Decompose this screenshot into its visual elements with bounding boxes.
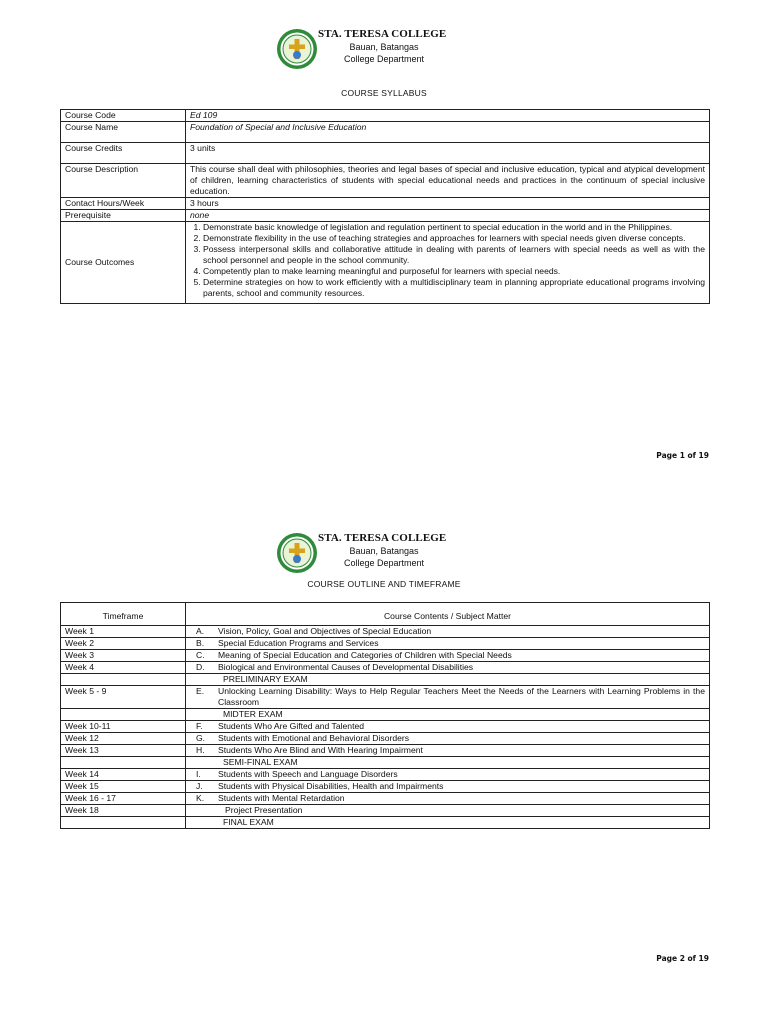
topic-letter: I. bbox=[196, 769, 201, 779]
table-row bbox=[61, 817, 710, 829]
exam-label: FINAL EXAM bbox=[223, 817, 274, 827]
table-row bbox=[61, 198, 710, 210]
topic-text: Students with Emotional and Behavioral Disorders bbox=[218, 733, 410, 743]
timeframe-cell: Week 16 - 17 bbox=[61, 793, 186, 805]
topic-text: Students Who Are Blind and With Hearing Impairment bbox=[218, 745, 423, 755]
contact-hours-value: 3 hours bbox=[186, 198, 710, 210]
contents-cell bbox=[186, 626, 710, 638]
course-name-label: Course Name bbox=[61, 122, 186, 143]
topic-text: Special Education Programs and Services bbox=[218, 638, 379, 648]
college-location: Bauan, Batangas bbox=[349, 546, 419, 556]
topic-letter: D. bbox=[196, 662, 205, 672]
timeframe-cell: Week 2 bbox=[61, 638, 186, 650]
table-row bbox=[61, 686, 710, 709]
timeframe-cell: Week 14 bbox=[61, 769, 186, 781]
table-row bbox=[61, 110, 710, 122]
table-row bbox=[61, 793, 710, 805]
timeframe-cell: Week 18 bbox=[61, 805, 186, 817]
topic-text: Meaning of Special Education and Categories of Children with Special Needs bbox=[218, 650, 512, 660]
table-row bbox=[61, 757, 710, 769]
timeframe-cell: Week 4 bbox=[61, 662, 186, 674]
course-credits-value: 3 units bbox=[186, 143, 710, 164]
course-code-label: Course Code bbox=[61, 110, 186, 122]
page-number: Page 2 of 19 bbox=[656, 954, 709, 963]
timeframe-cell: Week 12 bbox=[61, 733, 186, 745]
list-item: 2. Demonstrate flexibility in the use of teaching strategies and approaches for learners with special needs given diverse concepts. bbox=[203, 233, 705, 244]
course-description-label: Course Description bbox=[61, 164, 186, 198]
course-outcomes-label: Course Outcomes bbox=[61, 222, 186, 304]
college-department: College Department bbox=[343, 54, 425, 64]
college-department: College Department bbox=[343, 558, 425, 568]
course-credits-label: Course Credits bbox=[61, 143, 186, 164]
timeframe-cell bbox=[61, 817, 186, 829]
list-item: 3. Possess interpersonal skills and collaborative attitude in dealing with parents of learners with special needs as well as with the school personnel and people in the school community. bbox=[203, 244, 705, 266]
table-row bbox=[61, 674, 710, 686]
timeframe-cell bbox=[61, 757, 186, 769]
exam-label: SEMI-FINAL EXAM bbox=[223, 757, 298, 767]
table-row bbox=[61, 745, 710, 757]
prerequisite-label: Prerequisite bbox=[61, 210, 186, 222]
table-row bbox=[61, 122, 710, 143]
table-header-row bbox=[61, 603, 710, 626]
contents-cell bbox=[186, 686, 710, 709]
table-row bbox=[61, 222, 710, 304]
timeframe-cell: Week 10-11 bbox=[61, 721, 186, 733]
document-title: COURSE OUTLINE AND TIMEFRAME bbox=[307, 579, 461, 589]
topic-letter: B. bbox=[196, 638, 205, 648]
contents-cell bbox=[186, 757, 710, 769]
topic-letter: G. bbox=[196, 733, 206, 743]
topic-letter: C. bbox=[196, 650, 205, 660]
timeframe-cell: Week 1 bbox=[61, 626, 186, 638]
topic-text: Students Who Are Gifted and Talented bbox=[218, 721, 365, 731]
topic-text: Students with Mental Retardation bbox=[218, 793, 345, 803]
contents-cell bbox=[186, 709, 710, 721]
college-name: STA. TERESA COLLEGE bbox=[318, 532, 447, 544]
course-outcomes-list bbox=[190, 222, 705, 299]
document-title: COURSE SYLLABUS bbox=[341, 88, 427, 98]
table-row bbox=[61, 769, 710, 781]
contact-hours-label: Contact Hours/Week bbox=[61, 198, 186, 210]
contents-cell bbox=[186, 793, 710, 805]
contents-cell bbox=[186, 674, 710, 686]
table-row bbox=[61, 781, 710, 793]
timeframe-cell: Week 3 bbox=[61, 650, 186, 662]
contents-cell bbox=[186, 638, 710, 650]
list-item: 5. Determine strategies on how to work efficiently with a multidisciplinary team in planning appropriate educational programs involving parents, school and community resources. bbox=[203, 277, 705, 299]
contents-cell bbox=[186, 721, 710, 733]
contents-cell bbox=[186, 769, 710, 781]
course-outcomes-value bbox=[186, 222, 710, 304]
list-item: 1. Demonstrate basic knowledge of legislation and regulation pertinent to special education in the world and in the Philippines. bbox=[203, 222, 705, 233]
topic-letter: A. bbox=[196, 626, 205, 636]
topic-text: Students with Speech and Language Disorders bbox=[218, 769, 398, 779]
timeframe-header: Timeframe bbox=[61, 603, 186, 626]
timeframe-cell: Week 13 bbox=[61, 745, 186, 757]
course-description-value: This course shall deal with philosophies, theories and legal bases of special and inclusive education, typical and atypical development of children, learning characteristics of students with special educational needs and practices in the continuum of special inclusive education. bbox=[186, 164, 710, 198]
table-row bbox=[61, 626, 710, 638]
timeframe-cell bbox=[61, 709, 186, 721]
contents-cell bbox=[186, 817, 710, 829]
topic-text: Unlocking Learning Disability: Ways to Help Regular Teachers Meet the Needs of the Learners with Learning Problems in the Classroom bbox=[218, 686, 705, 707]
table-row bbox=[61, 733, 710, 745]
contents-cell bbox=[186, 733, 710, 745]
contents-cell bbox=[186, 805, 710, 817]
topic-text: Vision, Policy, Goal and Objectives of Special Education bbox=[218, 626, 432, 636]
course-code-value: Ed 109 bbox=[186, 110, 710, 122]
table-row bbox=[61, 143, 710, 164]
table-row bbox=[61, 638, 710, 650]
exam-label: PRELIMINARY EXAM bbox=[223, 674, 308, 684]
timeframe-cell bbox=[61, 674, 186, 686]
contents-cell bbox=[186, 662, 710, 674]
topic-text: Students with Physical Disabilities, Health and Impairments bbox=[218, 781, 444, 791]
table-row bbox=[61, 164, 710, 198]
topic-letter: K. bbox=[196, 793, 205, 803]
college-location: Bauan, Batangas bbox=[349, 42, 419, 52]
contents-cell bbox=[186, 781, 710, 793]
topic-letter: J. bbox=[196, 781, 203, 791]
table-row bbox=[61, 210, 710, 222]
course-name-value: Foundation of Special and Inclusive Education bbox=[186, 122, 710, 143]
page-2 bbox=[0, 512, 768, 1024]
page-number: Page 1 of 19 bbox=[656, 451, 709, 460]
contents-cell bbox=[186, 650, 710, 662]
syllabus-table bbox=[60, 109, 710, 304]
prerequisite-value: none bbox=[186, 210, 710, 222]
topic-letter: E. bbox=[196, 686, 205, 696]
timeframe-cell: Week 15 bbox=[61, 781, 186, 793]
topic-letter: F. bbox=[196, 721, 203, 731]
college-name: STA. TERESA COLLEGE bbox=[318, 28, 447, 40]
table-row bbox=[61, 709, 710, 721]
list-item: 4. Competently plan to make learning meaningful and purposeful for learners with special needs. bbox=[203, 266, 705, 277]
topic-text: Project Presentation bbox=[225, 805, 303, 815]
contents-header: Course Contents / Subject Matter bbox=[186, 603, 710, 626]
contents-cell bbox=[186, 745, 710, 757]
table-row bbox=[61, 805, 710, 817]
table-row bbox=[61, 721, 710, 733]
timeframe-cell: Week 5 - 9 bbox=[61, 686, 186, 709]
course-outline-table bbox=[60, 602, 710, 829]
topic-letter: H. bbox=[196, 745, 205, 755]
table-row bbox=[61, 662, 710, 674]
exam-label: MIDTER EXAM bbox=[223, 709, 283, 719]
table-row bbox=[61, 650, 710, 662]
topic-text: Biological and Environmental Causes of Developmental Disabilities bbox=[218, 662, 474, 672]
